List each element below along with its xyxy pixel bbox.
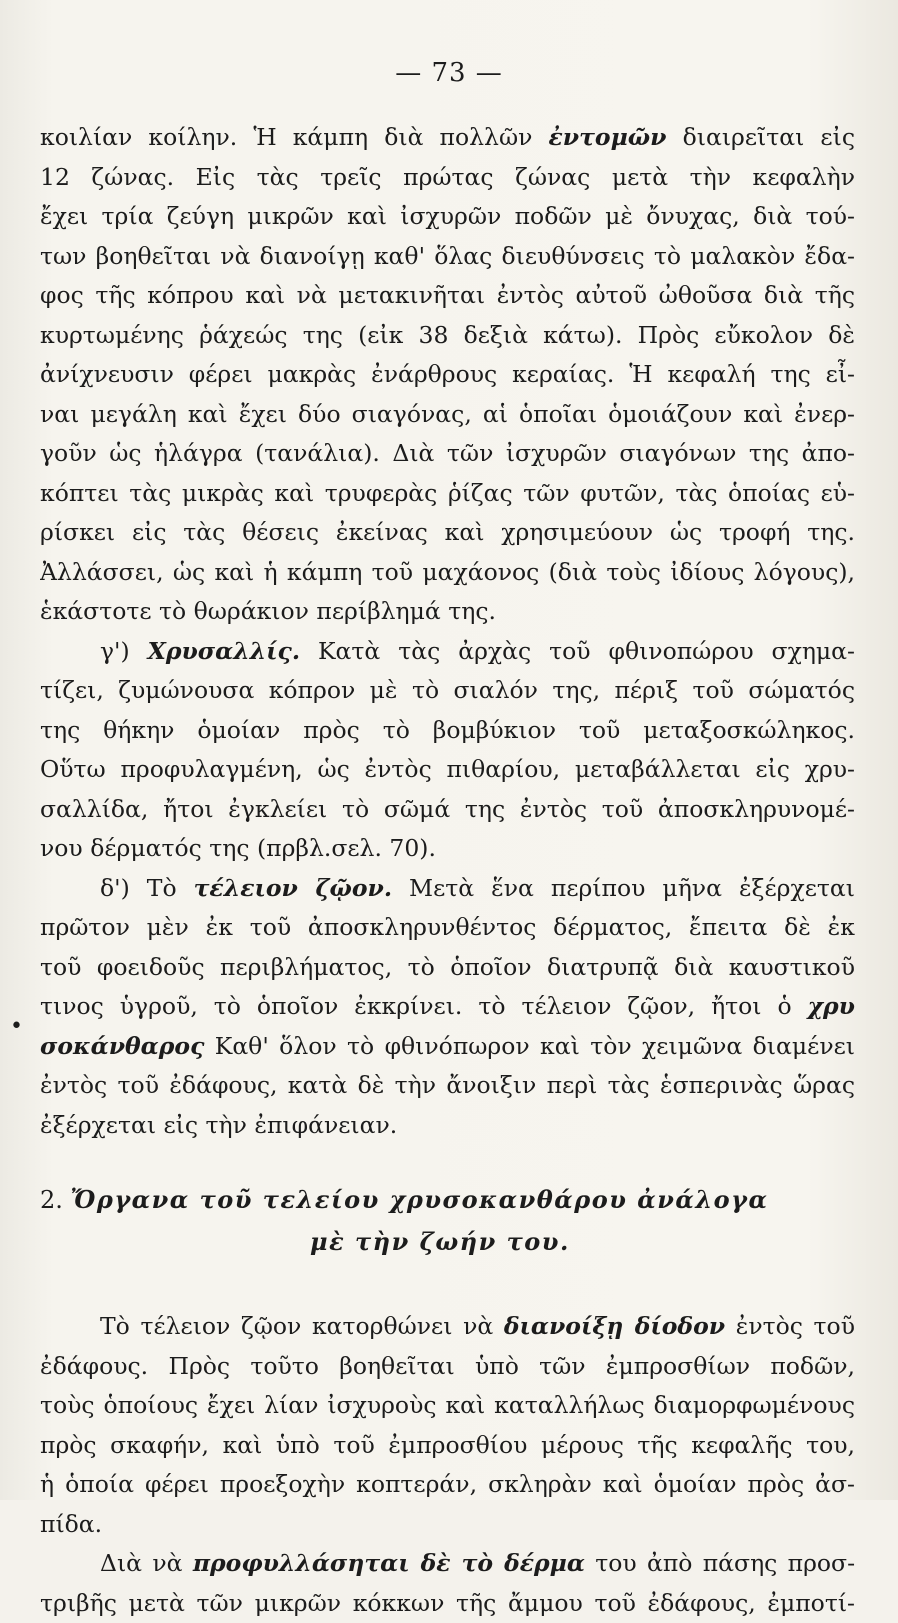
paragraph-chrysalis (40, 632, 855, 869)
text-line: Οὕτω προφυλαγμένη, ὡς ἐντὸς πιθαρίου, μεταβάλλεται εἰς χρυ- (40, 750, 855, 790)
margin-mark: • (10, 1014, 23, 1039)
emphasis-term: σοκάνθαρος (40, 1032, 204, 1060)
text-line: ναι μεγάλη καὶ ἔχει δύο σιαγόνας, αἱ ὁποῖαι ὁμοιάζουν καὶ ἐνερ- (40, 395, 855, 435)
text-line: 12 ζώνας. Εἰς τὰς τρεῖς πρώτας ζώνας μετὰ τὴν κεφαλὴν (40, 158, 855, 198)
paragraph-organs (40, 1307, 855, 1544)
text-line: τινος ὑγροῦ, τὸ ὁποῖον ἐκκρίνει. τὸ τέλειον ζῷον, ἤτοι ὁ χρυ (40, 987, 855, 1027)
section-label: δ') Τὸ (100, 874, 177, 902)
text-line: κοιλίαν κοίλην. Ἡ κάμπη διὰ πολλῶν ἐντομῶν διαιρεῖται εἰς (40, 118, 855, 158)
text-line: κυρτωμένης ῥάχεώς της (εἰκ 38 δεξιὰ κάτω). Πρὸς εὔκολον δὲ (40, 316, 855, 356)
text-line: τριβῆς μετὰ τῶν μικρῶν κόκκων τῆς ἄμμου τοῦ ἐδάφους, ἐμποτί- (40, 1584, 855, 1623)
text-line: ἑκάστοτε τὸ θωράκιον περίβλημά της. (40, 592, 855, 632)
page-number: — 73 — (0, 58, 898, 88)
text-line: σαλλίδα, ἤτοι ἐγκλείει τὸ σῶμά της ἐντὸς τοῦ ἀποσκληρυνομέ- (40, 790, 855, 830)
section-heading (40, 1179, 855, 1263)
text-line: πρὸς σκαφήν, καὶ ὑπὸ τοῦ ἐμπροσθίου μέρους τῆς κεφαλῆς του, (40, 1426, 855, 1466)
text-line: Τὸ τέλειον ζῷον κατορθώνει νὰ διανοίξῃ δίοδον ἐντὸς τοῦ (40, 1307, 855, 1347)
text-line: τοὺς ὁποίους ἔχει λίαν ἰσχυροὺς καὶ καταλλήλως διαμορφωμένους (40, 1386, 855, 1426)
text-line: γ') Χρυσαλλίς. Κατὰ τὰς ἀρχὰς τοῦ φθινοπώρου σχημα- (40, 632, 855, 672)
heading-title: Ὄργανα τοῦ τελείου χρυσοκανθάρου ἀνάλογα (71, 1185, 769, 1214)
emphasis-term: διανοίξῃ δίοδον (504, 1312, 725, 1340)
text-line: ἔχει τρία ζεύγη μικρῶν καὶ ἰσχυρῶν ποδῶν μὲ ὄνυχας, διὰ τού- (40, 197, 855, 237)
text-line: πίδα. (40, 1505, 855, 1545)
text-line: Διὰ νὰ προφυλλάσηται δὲ τὸ δέρμα του ἀπὸ πάσης προσ- (40, 1544, 855, 1584)
paragraph-larva (40, 118, 855, 632)
text-line: των βοηθεῖται νὰ διανοίγῃ καθ' ὅλας διευθύνσεις τὸ μαλακὸν ἔδα- (40, 237, 855, 277)
text-line: τοῦ φοειδοῦς περιβλήματος, τὸ ὁποῖον διατρυπᾷ διὰ καυστικοῦ (40, 948, 855, 988)
text-line: ἐδάφους. Πρὸς τοῦτο βοηθεῖται ὑπὸ τῶν ἐμπροσθίων ποδῶν, (40, 1347, 855, 1387)
text-line: ἐντὸς τοῦ ἐδάφους, κατὰ δὲ τὴν ἄνοιξιν περὶ τὰς ἑσπερινὰς ὥρας (40, 1066, 855, 1106)
text-line: δ') Τὸ τέλειον ζῷον. Μετὰ ἕνα περίπου μῆνα ἐξέρχεται (40, 869, 855, 909)
text-line: φος τῆς κόπρου καὶ νὰ μετακινῆται ἐντὸς αὐτοῦ ὠθοῦσα διὰ τῆς (40, 276, 855, 316)
text-line: νου δέρματός της (πρβλ.σελ. 70). (40, 829, 855, 869)
section-title: τέλειον ζῷον. (194, 874, 392, 902)
text-line: γοῦν ὡς ἡλάγρα (τανάλια). Διὰ τῶν ἰσχυρῶν σιαγόνων της ἀπο- (40, 434, 855, 474)
section-label: γ') (100, 637, 130, 665)
text-line: ἐξέρχεται εἰς τὴν ἐπιφάνειαν. (40, 1106, 855, 1146)
text-line: ἡ ὁποία φέρει προεξοχὴν κοπτεράν, σκληρὰν καὶ ὁμοίαν πρὸς ἀσ- (40, 1465, 855, 1505)
text-line: ρίσκει εἰς τὰς θέσεις ἐκείνας καὶ χρησιμεύουν ὡς τροφή της. (40, 513, 855, 553)
heading-line: μὲ τὴν ζωήν του. (40, 1221, 855, 1263)
text-line: ἀνίχνευσιν φέρει μακρὰς ἐνάρθρους κεραίας. Ἡ κεφαλή της εἶ- (40, 355, 855, 395)
text-line: σοκάνθαρος Καθ' ὅλον τὸ φθινόπωρον καὶ τὸν χειμῶνα διαμένει (40, 1027, 855, 1067)
text-line: της θήκην ὁμοίαν πρὸς τὸ βομβύκιον τοῦ μεταξοσκώληκος. (40, 711, 855, 751)
body-text (40, 118, 855, 1623)
heading-line (40, 1179, 855, 1221)
spacer (40, 1263, 855, 1307)
heading-number: 2. (40, 1186, 63, 1214)
paragraph-skin (40, 1544, 855, 1623)
text-line: κόπτει τὰς μικρὰς καὶ τρυφερὰς ῥίζας τῶν φυτῶν, τὰς ὁποίας εὑ- (40, 474, 855, 514)
text-line: τίζει, ζυμώνουσα κόπρον μὲ τὸ σιαλόν της, πέριξ τοῦ σώματός (40, 671, 855, 711)
emphasis-term: ἐντομῶν (549, 123, 667, 151)
text-line: πρῶτον μὲν ἐκ τοῦ ἀποσκληρυνθέντος δέρματος, ἔπειτα δὲ ἐκ (40, 908, 855, 948)
text-line: Ἀλλάσσει, ὡς καὶ ἡ κάμπη τοῦ μαχάονος (διὰ τοὺς ἰδίους λόγους), (40, 553, 855, 593)
emphasis-term: προφυλλάσηται δὲ τὸ δέρμα (193, 1549, 585, 1577)
section-title: Χρυσαλλίς. (148, 637, 300, 665)
emphasis-term: χρυ (808, 992, 855, 1020)
paragraph-adult (40, 869, 855, 1146)
